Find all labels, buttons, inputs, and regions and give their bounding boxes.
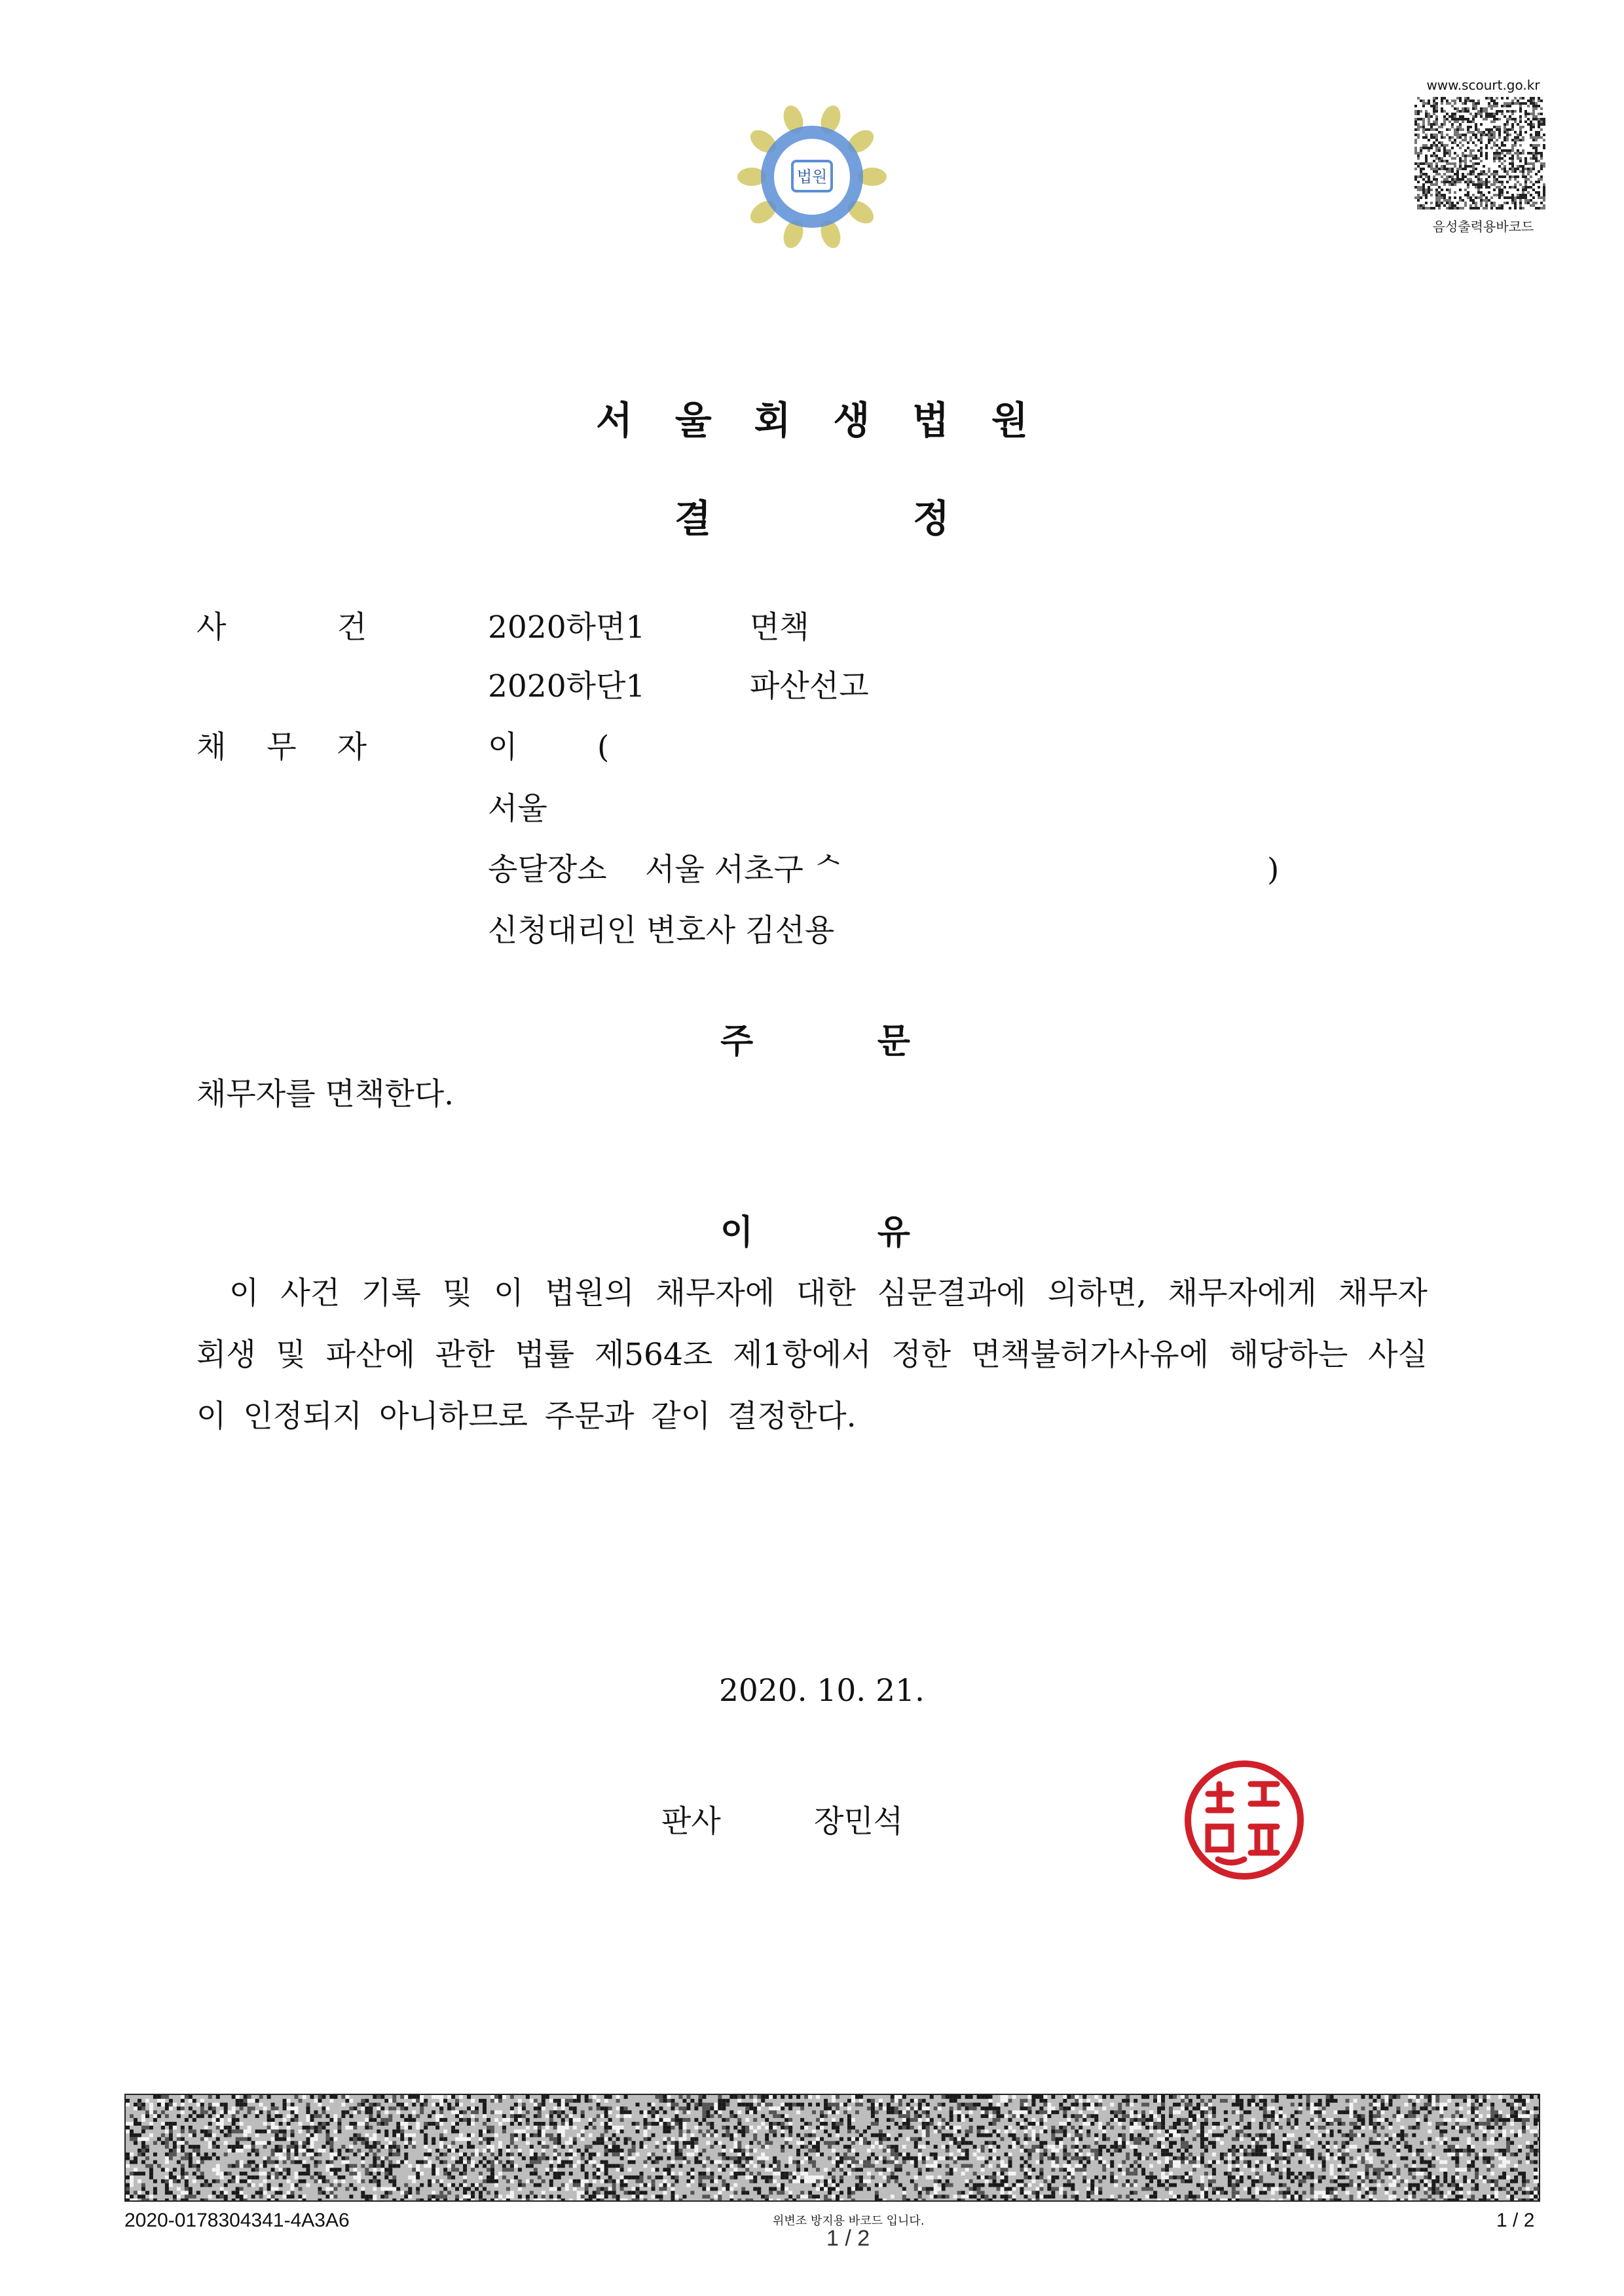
case-label — [196, 610, 367, 646]
debtor-label-char: 무 — [267, 729, 297, 765]
debtor-label-char: 채 — [196, 729, 227, 765]
case-type: 면책 — [750, 610, 809, 646]
order-heading-char: 주 — [720, 1022, 754, 1061]
reason-word: 이 — [494, 1275, 524, 1311]
doc-title-char: 정 — [912, 496, 950, 541]
reason-line — [196, 1269, 1428, 1313]
court-name-char: 생 — [833, 398, 870, 443]
order-heading — [720, 1013, 910, 1063]
document-id: 2020-0178304341-4A3A6 — [124, 2210, 350, 2231]
reason-word: 면책불허가사유에 — [970, 1337, 1209, 1373]
reason-line — [196, 1392, 1428, 1436]
reason-word: 채무자 — [1338, 1275, 1428, 1311]
delivery-address-close: ) — [1267, 852, 1280, 888]
reason-word: 제564조 — [594, 1337, 713, 1373]
reason-word: 채무자에 — [655, 1275, 775, 1311]
reason-word: 아니하므로 — [379, 1398, 528, 1434]
court-name-char: 법 — [912, 398, 950, 443]
delivery-label: 송달장소 — [488, 852, 607, 888]
order-text: 채무자를 면책한다. — [196, 1076, 454, 1112]
judge-name: 장민석 — [814, 1804, 904, 1840]
emblem-label: 법원 — [796, 168, 828, 186]
delivery-address: 서울 서초구 ᄉ — [645, 852, 843, 888]
reason-heading-char: 이 — [720, 1213, 754, 1252]
court-emblem-icon — [733, 98, 891, 255]
decision-date: 2020. 10. 21. — [719, 1673, 925, 1709]
court-name-char: 울 — [674, 398, 712, 443]
barcode-note: 위변조 방지용 바코드 입니다. — [773, 2214, 925, 2228]
reason-word: 채무자에게 — [1168, 1275, 1317, 1311]
reason-word: 사실 — [1368, 1337, 1428, 1373]
qr-code-icon — [1414, 97, 1545, 210]
court-name-char: 회 — [754, 398, 791, 443]
doc-title-char: 결 — [674, 496, 712, 541]
debtor-address: 서울 — [488, 791, 547, 827]
reason-word: 기록 — [361, 1275, 421, 1311]
court-name — [596, 390, 1028, 445]
reason-word: 제1항에서 — [732, 1337, 872, 1373]
reason-word: 결정한다. — [728, 1398, 857, 1434]
case-label-char: 사 — [196, 610, 227, 646]
court-name-char: 서 — [596, 398, 633, 443]
reason-word: 의하면, — [1047, 1275, 1147, 1311]
qr-url-text: www.scourt.go.kr — [1426, 77, 1540, 93]
case-number: 2020하면1 — [488, 610, 646, 646]
reason-word: 법률 — [515, 1337, 574, 1373]
order-heading-char: 문 — [877, 1022, 910, 1061]
page-number: 1 / 2 — [1496, 2210, 1535, 2231]
reason-word: 및 — [276, 1337, 306, 1373]
page-number-center: 1 / 2 — [826, 2226, 870, 2251]
reason-word: 및 — [442, 1275, 473, 1311]
reason-word: 대한 — [796, 1275, 856, 1311]
reason-word: 심문결과에 — [877, 1275, 1026, 1311]
legal-agent: 신청대리인 변호사 김선용 — [488, 913, 835, 949]
reason-word: 회생 — [196, 1337, 256, 1373]
reason-word: 인정되지 — [243, 1398, 363, 1434]
reason-line — [196, 1330, 1428, 1374]
reason-word: 법원의 — [545, 1275, 635, 1311]
court-name-char: 원 — [991, 398, 1028, 443]
reason-word: 같이 — [651, 1398, 711, 1434]
reason-heading — [720, 1205, 910, 1254]
case-number: 2020하단1 — [488, 668, 646, 704]
debtor-name: 이 — [488, 729, 518, 765]
case-type: 파산선고 — [750, 668, 869, 704]
reason-word: 관한 — [435, 1337, 495, 1373]
debtor-label — [196, 729, 367, 765]
reason-word: 사건 — [280, 1275, 341, 1311]
debtor-label-char: 자 — [337, 729, 367, 765]
document-title — [674, 488, 950, 543]
reason-word: 정한 — [891, 1337, 951, 1373]
reason-word: 파산에 — [325, 1337, 415, 1373]
reason-heading-char: 유 — [877, 1213, 910, 1252]
qr-caption: 음성출력용바코드 — [1432, 219, 1534, 234]
reason-word: 해당하는 — [1228, 1337, 1348, 1373]
reason-word: 이 — [229, 1275, 259, 1311]
judge-seal-icon — [1179, 1755, 1310, 1886]
case-label-char: 건 — [337, 610, 367, 646]
reason-word: 이 — [196, 1398, 227, 1434]
debtor-id-paren: ( — [597, 729, 610, 765]
reason-word: 주문과 — [545, 1398, 635, 1434]
anti-forgery-barcode-icon — [124, 2094, 1540, 2202]
judge-title: 판사 — [661, 1804, 721, 1840]
